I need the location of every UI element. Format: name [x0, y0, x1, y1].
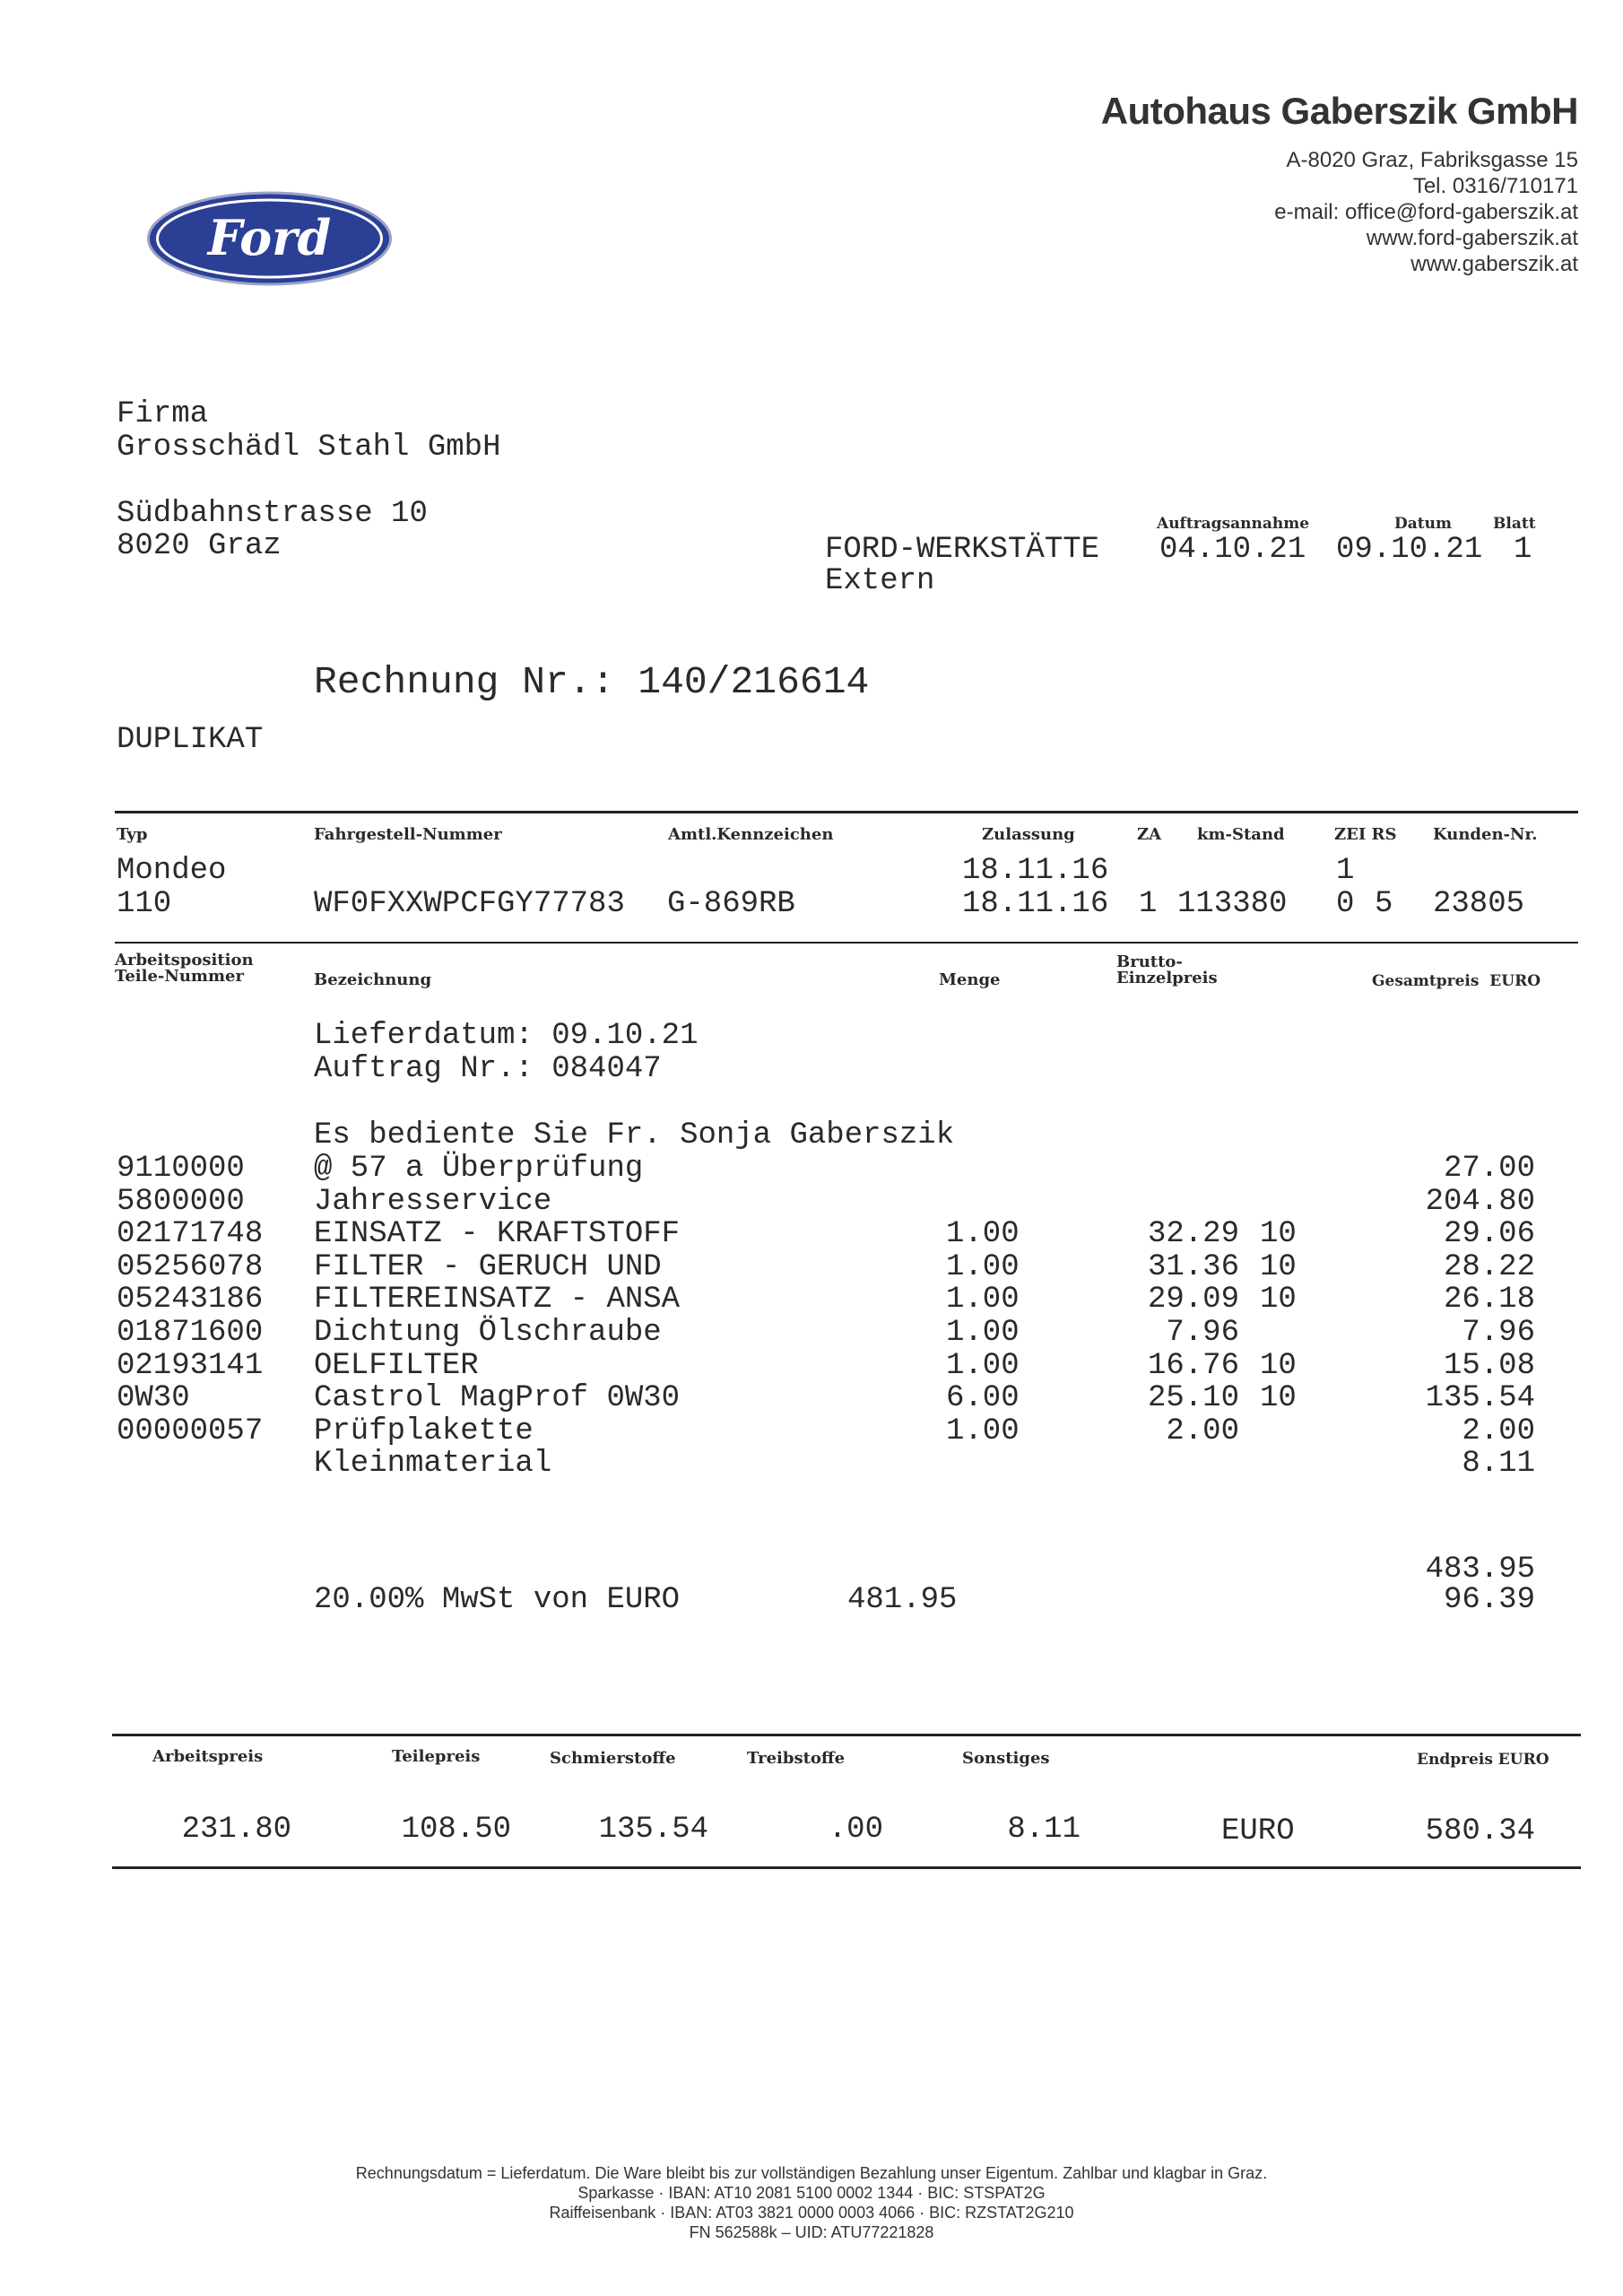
item-total: 15.08 — [1443, 1349, 1535, 1383]
item-discount: 10 — [1260, 1349, 1297, 1383]
parts-value: 108.50 — [401, 1813, 511, 1847]
workshop-name: FORD-WERKSTÄTTE — [825, 533, 1100, 567]
item-description: FILTEREINSATZ - ANSA — [314, 1283, 681, 1317]
item-row — [0, 1218, 1623, 1251]
description-header: Bezeichnung — [314, 970, 432, 989]
other-value: 8.11 — [1007, 1813, 1081, 1847]
duplicate-label: DUPLIKAT — [117, 723, 264, 757]
zei-value: 0 — [1336, 887, 1355, 921]
registration-date-2: 18.11.16 — [962, 887, 1109, 921]
position-header — [115, 952, 254, 985]
item-part-number: 05256078 — [117, 1250, 264, 1284]
item-description: EINSATZ - KRAFTSTOFF — [314, 1217, 681, 1251]
customer-name: Grosschädl Stahl GmbH — [117, 430, 501, 465]
item-part-number: 02193141 — [117, 1349, 264, 1383]
item-unit-price: 29.09 — [1147, 1283, 1239, 1317]
vehicle-type-header: Typ — [117, 825, 148, 844]
invoice-date: 09.10.21 — [1336, 533, 1483, 567]
dealer-contact — [1049, 147, 1578, 277]
dealer-web-2: www.gaberszik.at — [1410, 252, 1578, 276]
workshop-type: Extern — [825, 564, 935, 598]
customer-city: 8020 Graz — [117, 529, 282, 563]
item-quantity: 1.00 — [946, 1316, 1020, 1350]
vehicle-top-rule — [115, 811, 1578, 813]
item-unit-price: 2.00 — [1166, 1414, 1239, 1448]
currency-label: EURO — [1221, 1814, 1295, 1848]
lubricants-value: 135.54 — [598, 1813, 708, 1847]
item-total: 26.18 — [1443, 1283, 1535, 1317]
item-discount: 10 — [1260, 1381, 1297, 1415]
item-discount: 10 — [1260, 1217, 1297, 1251]
vat-base: 481.95 — [847, 1583, 958, 1617]
zei-rs-header: ZEI RS — [1334, 825, 1397, 844]
other-header: Sonstiges — [962, 1749, 1050, 1768]
summary-bottom-rule — [112, 1866, 1581, 1869]
km-header: km-Stand — [1197, 825, 1285, 844]
item-part-number: 9110000 — [117, 1152, 245, 1186]
item-row — [0, 1382, 1623, 1415]
logo-text: Ford — [207, 209, 332, 266]
item-part-number: 00000057 — [117, 1414, 264, 1448]
customer-number: 23805 — [1433, 887, 1525, 921]
zei-value-1: 1 — [1336, 854, 1355, 888]
item-part-number: 05243186 — [117, 1283, 264, 1317]
item-description: @ 57 a Überprüfung — [314, 1152, 644, 1186]
brutto-label: Brutto- — [1116, 952, 1183, 971]
item-total: 8.11 — [1462, 1447, 1535, 1481]
fuel-header: Treibstoffe — [747, 1749, 846, 1768]
item-row — [0, 1415, 1623, 1448]
registration-header: Zulassung — [982, 825, 1075, 844]
item-part-number: 0W30 — [117, 1381, 190, 1415]
footer — [0, 2163, 1623, 2242]
item-total: 7.96 — [1462, 1316, 1535, 1350]
sheet-label: Blatt — [1493, 515, 1536, 533]
sheet-number: 1 — [1514, 533, 1532, 567]
served-by: Es bediente Sie Fr. Sonja Gaberszik — [314, 1118, 955, 1152]
footer-registration: FN 562588k – UID: ATU77221828 — [689, 2223, 934, 2241]
item-unit-price: 16.76 — [1147, 1349, 1239, 1383]
item-unit-price: 7.96 — [1166, 1316, 1239, 1350]
item-row — [0, 1186, 1623, 1219]
footer-bank-2: Raiffeisenbank · IBAN: AT03 3821 0000 0003 4066 · BIC: RZSTAT2G210 — [549, 2204, 1074, 2222]
vin-header: Fahrgestell-Nummer — [314, 825, 502, 844]
vehicle-vin: WF0FXXWPCFGY77783 — [314, 887, 625, 921]
item-total: 204.80 — [1425, 1185, 1535, 1219]
item-row — [0, 1317, 1623, 1350]
lubricants-header: Schmierstoffe — [550, 1749, 676, 1768]
dealer-phone: Tel. 0316/710171 — [1412, 174, 1578, 198]
item-row — [0, 1152, 1623, 1186]
item-total: 135.54 — [1425, 1381, 1535, 1415]
item-description: OELFILTER — [314, 1349, 479, 1383]
km-value: 113380 — [1177, 887, 1288, 921]
vehicle-model-code: 110 — [117, 887, 172, 921]
rs-value: 5 — [1375, 887, 1393, 921]
item-quantity: 1.00 — [946, 1283, 1020, 1317]
customer-line-1: Firma — [117, 397, 209, 431]
labor-header: Arbeitspreis — [152, 1747, 264, 1766]
vat-amount: 96.39 — [1443, 1583, 1535, 1617]
unit-price-header — [1116, 954, 1218, 987]
item-description: Prüfplakette — [314, 1414, 534, 1448]
footer-terms: Rechnungsdatum = Lieferdatum. Die Ware bleibt bis zur vollständigen Bezahlung unser Eigentum. Zahlbar und klagbar in Graz. — [355, 2164, 1268, 2182]
vehicle-model: Mondeo — [117, 854, 227, 888]
order-date-label: Auftragsannahme — [1157, 515, 1310, 533]
item-row — [0, 1283, 1623, 1317]
item-row — [0, 1251, 1623, 1284]
plate-header: Amtl.Kennzeichen — [668, 825, 834, 844]
position-header-line-1: Arbeitsposition — [115, 951, 254, 970]
dealer-name: Autohaus Gaberszik GmbH — [1100, 90, 1578, 132]
item-total: 27.00 — [1443, 1152, 1535, 1186]
item-description: FILTER - GERUCH UND — [314, 1250, 662, 1284]
order-date: 04.10.21 — [1159, 533, 1306, 567]
customer-street: Südbahnstrasse 10 — [117, 497, 428, 531]
registration-date-1: 18.11.16 — [962, 854, 1109, 888]
ford-logo — [146, 190, 393, 287]
final-total: 580.34 — [1425, 1814, 1535, 1848]
za-header: ZA — [1137, 825, 1162, 844]
item-part-number: 02171748 — [117, 1217, 264, 1251]
item-unit-price: 31.36 — [1147, 1250, 1239, 1284]
vat-label: 20.00% MwSt von EURO — [314, 1583, 681, 1617]
summary-top-rule — [112, 1734, 1581, 1736]
item-quantity: 1.00 — [946, 1349, 1020, 1383]
item-discount: 10 — [1260, 1283, 1297, 1317]
item-part-number: 5800000 — [117, 1185, 245, 1219]
footer-bank-1: Sparkasse · IBAN: AT10 2081 5100 0002 1344 · BIC: STSPAT2G — [577, 2184, 1046, 2202]
delivery-date: Lieferdatum: 09.10.21 — [314, 1019, 699, 1053]
total-header: Gesamtpreis EURO — [1372, 972, 1541, 990]
item-unit-price: 32.29 — [1147, 1217, 1239, 1251]
item-row — [0, 1350, 1623, 1383]
order-number: Auftrag Nr.: 084047 — [314, 1052, 662, 1086]
item-total: 28.22 — [1443, 1250, 1535, 1284]
fuel-value: .00 — [828, 1813, 883, 1847]
item-description: Jahresservice — [314, 1185, 552, 1219]
qty-header: Menge — [939, 970, 1001, 989]
final-header: Endpreis EURO — [1417, 1751, 1549, 1769]
date-label: Datum — [1394, 515, 1452, 533]
za-value: 1 — [1139, 887, 1158, 921]
item-discount: 10 — [1260, 1250, 1297, 1284]
unit-price-label: Einzelpreis — [1116, 969, 1218, 987]
item-quantity: 1.00 — [946, 1414, 1020, 1448]
labor-value: 231.80 — [181, 1813, 291, 1847]
invoice-title: Rechnung Nr.: 140/216614 — [314, 660, 870, 704]
dealer-email: e-mail: office@ford-gaberszik.at — [1274, 200, 1578, 224]
position-header-line-2: Teile-Nummer — [115, 967, 244, 986]
customer-no-header: Kunden-Nr. — [1433, 825, 1538, 844]
item-part-number: 01871600 — [117, 1316, 264, 1350]
item-total: 29.06 — [1443, 1217, 1535, 1251]
item-description: Castrol MagProf 0W30 — [314, 1381, 681, 1415]
vehicle-plate: G-869RB — [667, 887, 795, 921]
item-quantity: 6.00 — [946, 1381, 1020, 1415]
vehicle-bottom-rule — [115, 942, 1578, 944]
item-unit-price: 25.10 — [1147, 1381, 1239, 1415]
net-total: 483.95 — [1425, 1552, 1535, 1587]
item-quantity: 1.00 — [946, 1217, 1020, 1251]
item-description: Dichtung Ölschraube — [314, 1316, 662, 1350]
item-row — [0, 1448, 1623, 1481]
dealer-web-1: www.ford-gaberszik.at — [1366, 226, 1578, 250]
item-total: 2.00 — [1462, 1414, 1535, 1448]
parts-header: Teilepreis — [392, 1747, 481, 1766]
item-quantity: 1.00 — [946, 1250, 1020, 1284]
item-description: Kleinmaterial — [314, 1447, 552, 1481]
dealer-address: A-8020 Graz, Fabriksgasse 15 — [1286, 148, 1578, 172]
